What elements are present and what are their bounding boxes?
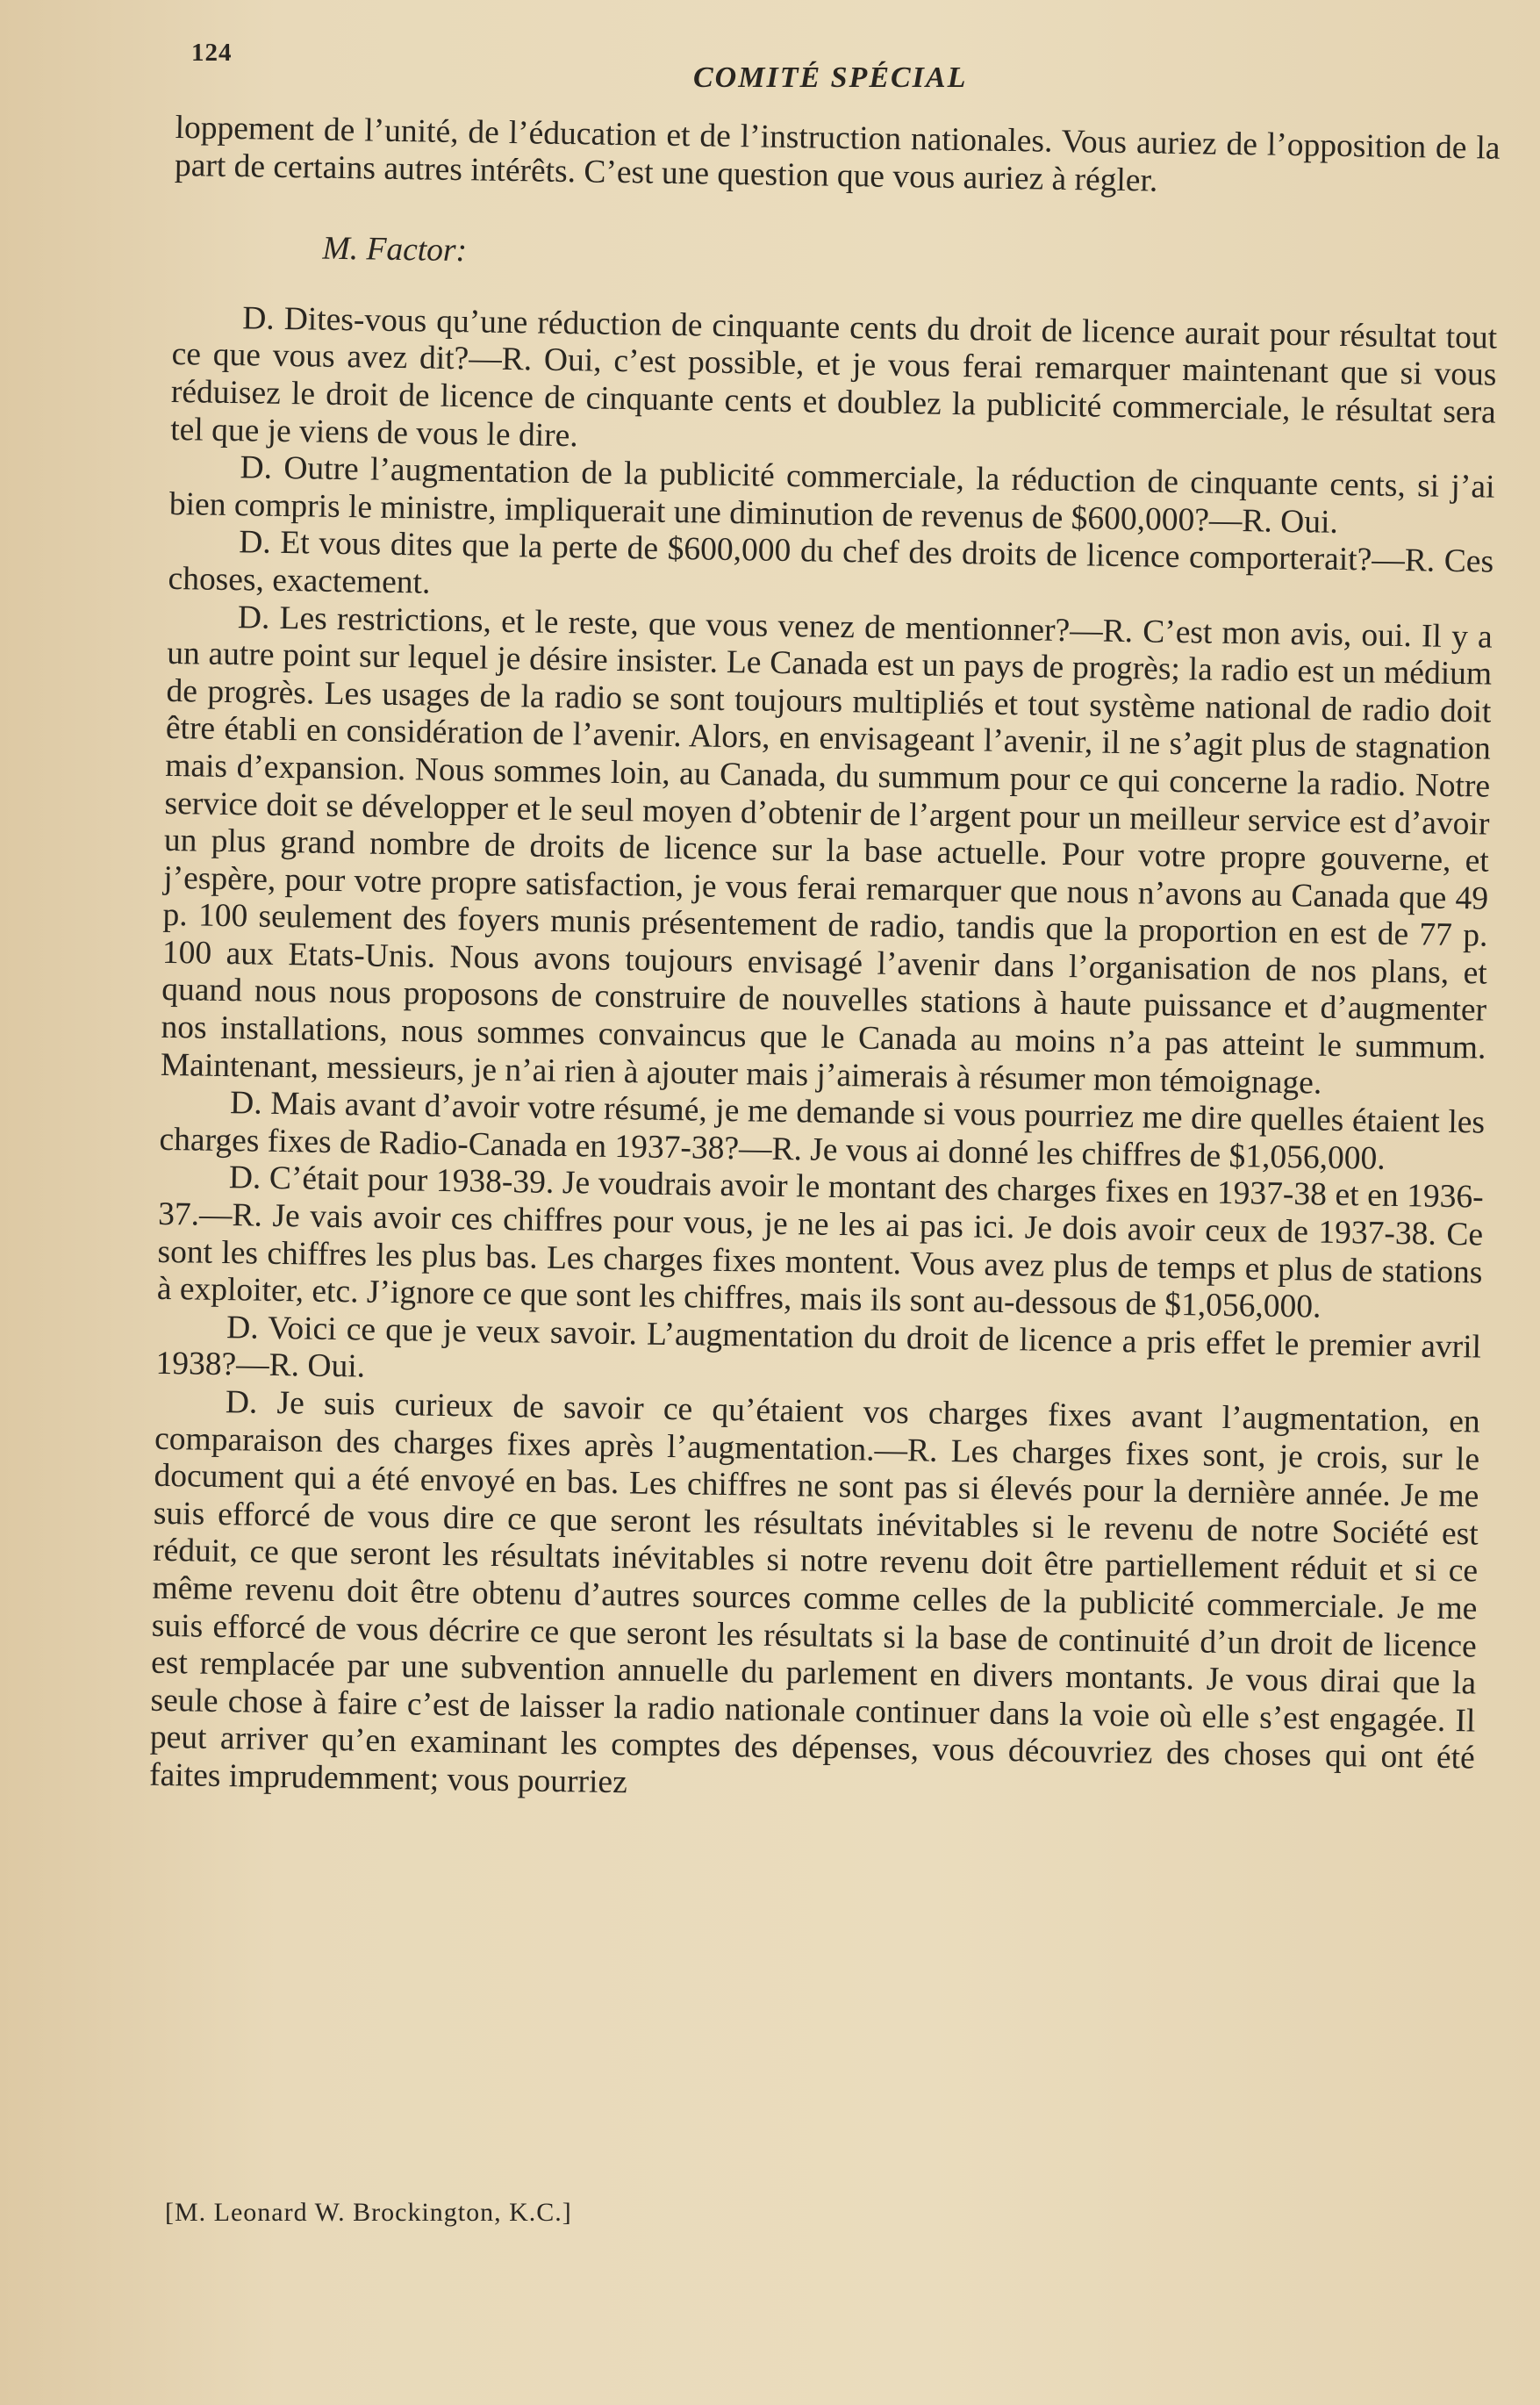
paragraph: D. Je suis curieux de savoir ce qu’étaient vos charges fixes avant l’augmentation, en comparaison des charges fixes après l’augmentation.—R. Les charges fixes sont, je crois, sur le document qui a été envoyé en bas. Les chiffres ne sont pas si élevés pour la dernière année. Je me suis efforcé de vous dire ce que seront les résultats inévitables si le revenu de notre Société est réduit, ce que seront les résultats inévitables si notre revenu doit être partiellement réduit et si ce même revenu doit être obtenu d’autres sources comme celles de la publicité commerciale. Je me suis efforcé de vous décrire ce que seront les résultats si la base de continuité d’un droit de licence est remplacée par une subvention annuelle du parlement en divers montants. Je vous dirai que la seule chose à faire c’est de laisser la radio nationale continuer dans la voie où elle s’est engagée. Il peut arriver qu’en examinant les comptes des dépenses, vous découvriez des choses qui ont été faites imprudemment; vous pourriez bbox=[148, 1384, 1481, 1801]
running-head: COMITÉ SPÉCIAL bbox=[693, 61, 968, 94]
body-text bbox=[149, 110, 1501, 1815]
speaker-credit: [M. Leonard W. Brockington, K.C.] bbox=[165, 2198, 572, 2227]
paragraph: D. Mais avant d’avoir votre résumé, je me demande si vous pourriez me dire quelles étaient les charges fixes de Radio-Canada en 1937-38?—R. Je vous ai donné les chiffres de $1,056,000. bbox=[159, 1085, 1486, 1177]
paragraph: D. Les restrictions, et le reste, que vous venez de mentionner?—R. C’est mon avis, oui. Il y a un autre point sur lequel je désire insister. Le Canada est un pays de progrès; la radio est un médium de progrès. Les usages de la radio se sont toujours multipliés et tout système national de radio doit être établi en considération de l’avenir. Alors, en envisageant l’avenir, il ne s’agit plus de stagnation mais d’expansion. Nous sommes loin, au Canada, du summum pour ce qui concerne la radio. Notre service doit se développer et le seul moyen d’obtenir de l’argent pour un meilleur service est d’avoir un plus grand nombre de droits de licence sur la base actuelle. Pour votre propre gouverne, et j’espère, pour votre propre satisfaction, je vous ferai remarquer que nous n’avons au Canada que 49 p. 100 seulement des foyers munis présentement de radio, tandis que la proportion en est de 77 p. 100 aux Etats-Unis. Nous avons toujours envisagé l’avenir dans l’organisation de nos plans, et quand nous nous proposons de construire de nouvelles stations à haute puissance et d’augmenter nos installations, nous sommes convaincus que le Canada au moins n’a pas atteint le summum. Maintenant, messieurs, je n’ai rien à ajouter mais j’aimerais à résumer mon témoignage. bbox=[160, 599, 1493, 1102]
paragraph-continuation: loppement de l’unité, de l’éducation et de l’instruction nationales. Vous auriez de l’opposition de la part de certains autres intérêts. C’est une question que vous auriez à régler. bbox=[174, 110, 1501, 199]
speaker-label: M. Factor: bbox=[322, 230, 468, 269]
paragraph: D. Outre l’augmentation de la publicité commerciale, la réduction de cinquante cents, si j’ai bien compris le ministre, impliquerait une diminution de revenus de $600,000?—R. Oui. bbox=[168, 449, 1495, 541]
paragraph: D. Dites-vous qu’une réduction de cinquante cents du droit de licence aurait pour résultat tout ce que vous avez dit?—R. Oui, c’est possible, et je vous ferai remarquer maintenant que si vous réduisez le droit de licence de cinquante cents et doublez la publicité commerciale, le résultat sera tel que je viens de vous le dire. bbox=[169, 300, 1498, 454]
paragraph: D. C’était pour 1938-39. Je voudrais avoir le montant des charges fixes en 1937-38 et en 1936-37.—R. Je vais avoir ces chiffres pour vous, je ne les ai pas ici. Je dois avoir ceux de 1937-38. Ce sont les chiffres les plus bas. Les charges fixes montent. Vous avez plus de temps et plus de stations à exploiter, etc. J’ignore ce que sont les chiffres, mais ils sont au-dessous de $1,056,000. bbox=[156, 1159, 1485, 1325]
paragraph: D. Voici ce que je veux savoir. L’augmentation du droit de licence a pris effet le premier avril 1938?—R. Oui. bbox=[155, 1309, 1482, 1385]
paragraph: D. Et vous dites que la perte de $600,000 du chef des droits de licence comporterait?—R. Ces choses, exactement. bbox=[168, 524, 1494, 601]
page-number: 124 bbox=[191, 39, 233, 67]
